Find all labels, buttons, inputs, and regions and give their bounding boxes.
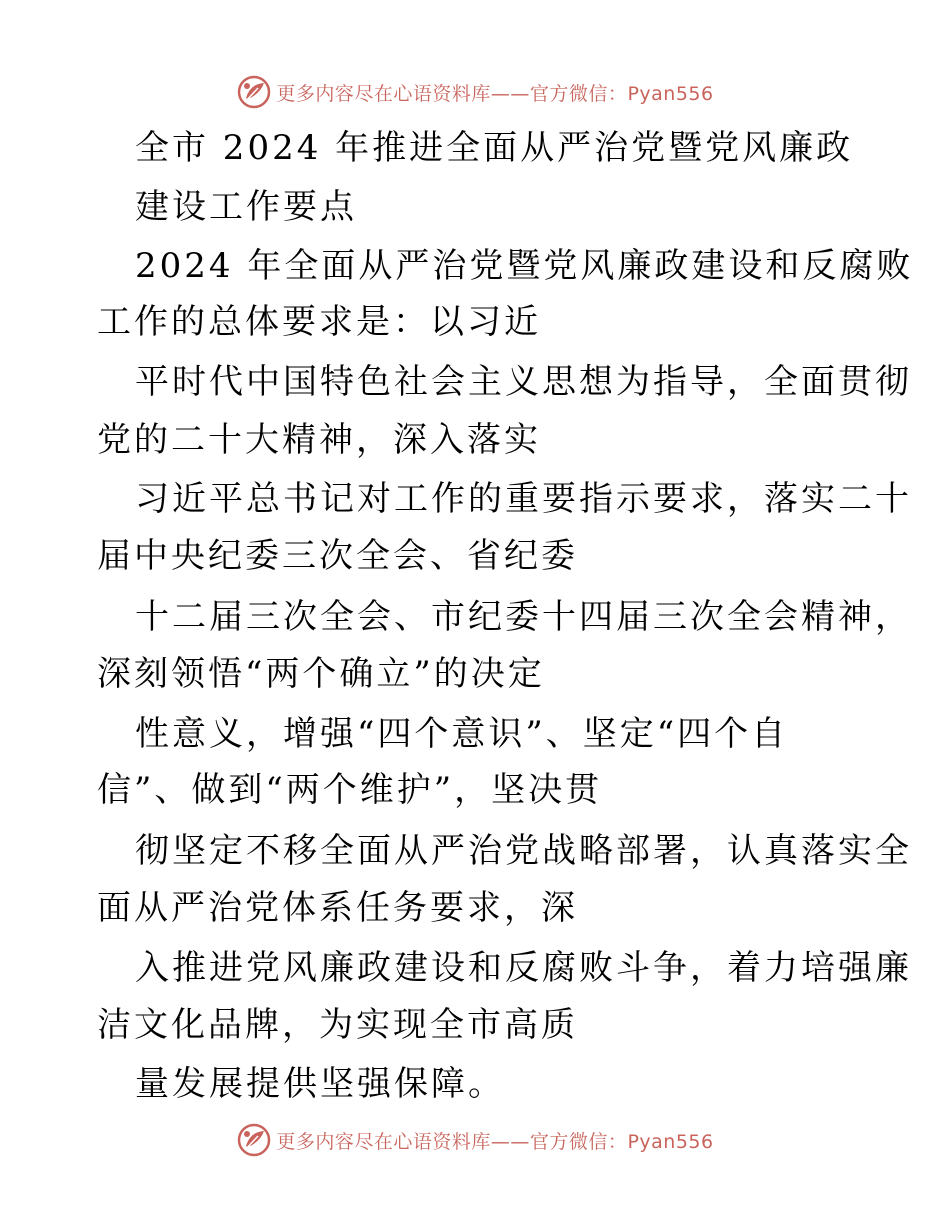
doc-text-line: 深刻领悟“两个确立”的决定 bbox=[97, 654, 545, 694]
doc-text-line: 彻坚定不移全面从严治党战略部署，认真落实全 bbox=[135, 831, 912, 871]
header-watermark bbox=[0, 72, 950, 112]
doc-title-line-1: 全市 2024 年推进全面从严治党暨党风廉政 bbox=[135, 128, 854, 168]
doc-title-line-2: 建设工作要点 bbox=[135, 187, 357, 227]
doc-text-line: 党的二十大精神，深入落实 bbox=[97, 420, 541, 460]
doc-text-line: 性意义，增强“四个意识”、坚定“四个自 bbox=[135, 714, 789, 754]
doc-text-line: 洁文化品牌，为实现全市高质 bbox=[97, 1005, 578, 1045]
watermark-text bbox=[276, 1127, 713, 1154]
watermark-wechat-id: Pyan556 bbox=[627, 82, 714, 105]
doc-text-line: 量发展提供坚强保障。 bbox=[135, 1064, 505, 1104]
doc-text-line: 2024 年全面从严治党暨党风廉政建设和反腐败 bbox=[135, 246, 914, 286]
watermark-slogan: 更多内容尽在心语资料库 bbox=[276, 1130, 491, 1153]
doc-text-line: 届中央纪委三次全会、省纪委 bbox=[97, 536, 578, 576]
watermark-wechat-id: Pyan556 bbox=[627, 1130, 714, 1153]
watermark-wechat-label: 官方微信： bbox=[529, 1130, 628, 1153]
watermark-text bbox=[276, 79, 713, 106]
watermark-separator: —— bbox=[490, 1130, 530, 1153]
doc-text-line: 工作的总体要求是：以习近 bbox=[97, 302, 541, 342]
watermark-separator: —— bbox=[490, 82, 530, 105]
doc-text-line: 平时代中国特色社会主义思想为指导，全面贯彻 bbox=[135, 362, 912, 402]
doc-text-line: 入推进党风廉政建设和反腐败斗争，着力培强廉 bbox=[135, 948, 912, 988]
doc-text-line: 习近平总书记对工作的重要指示要求，落实二十 bbox=[135, 479, 912, 519]
doc-text-line: 面从严治党体系任务要求，深 bbox=[97, 888, 578, 928]
doc-text-line: 十二届三次全会、市纪委十四届三次全会精神， bbox=[135, 597, 912, 637]
red-circular-leaf-logo-icon bbox=[236, 1122, 272, 1158]
footer-watermark bbox=[0, 1120, 950, 1160]
watermark-slogan: 更多内容尽在心语资料库 bbox=[276, 82, 491, 105]
red-circular-leaf-logo-icon bbox=[236, 74, 272, 110]
doc-text-line: 信”、做到“两个维护”，坚决贯 bbox=[97, 770, 603, 810]
watermark-wechat-label: 官方微信： bbox=[529, 82, 628, 105]
